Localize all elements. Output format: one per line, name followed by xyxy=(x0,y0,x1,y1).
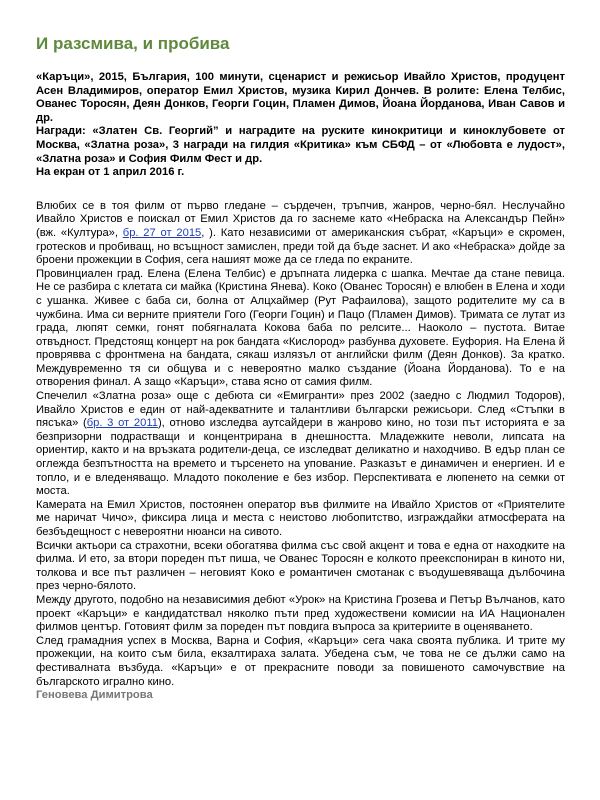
issue-link-27-2015[interactable]: бр. 27 от 2015 xyxy=(122,226,202,239)
paragraph-7: След грамадния успех в Москва, Варна и София, «Каръци» сега чака своята публика. И трите му прожекции, на които съм била, екзалтираха залата. Убедена съм, че това не се дължи само на фестивалната възбуда. «Каръци» е от прекрасните поводи за повишеното самочувствие на българското игрално кино. xyxy=(36,634,565,688)
paragraph-2: Провинциален град. Елена (Елена Телбис) е дръпната лидерка с шапка. Мечтае да стане певица. Не се разбира с клетата си майка (Кристина Янева). Коко (Ованес Торосян) е влюбен в Елена и ходи с ушанка. Живее с баба си, болна от Алцхаймер (Рут Рафаилова), защото родителите му са в чужбина. Има си верните приятели Гого (Георги Гоцин) и Пацо (Пламен Димов). Тримата се лутат из града, люпят семки, гонят побягналата Кокова баба по релсите... Наоколо – пустота. Витае отвъдност. Предстоящ концерт на рок бандата «Кислород» разбунва духовете. Еуфория. На Елена й проврявва с фронтмена на бандата, сякаш излязъл от английски филм (Деян Донков). За кратко. Междувременно тя си общува и с невероятно малко създание (Йоана Йорданова). То е на отворения финал. А защо «Каръци», става ясно от самия филм. xyxy=(36,267,565,389)
paragraph-1-text-a: Влюбих се в тоя филм от първо гледане – сърдечен, тръпчив, жанров, черно-бял. Неслучайно Ивайло Христов е поискал от Емил Христов да го заснеме като «Небраска на Александър Пейн» (вж. «Култура», xyxy=(36,199,565,239)
article-title: И разсмива, и пробива xyxy=(36,34,230,53)
paragraph-1 xyxy=(36,200,565,268)
author-signature: Геновева Димитрова xyxy=(36,689,153,702)
paragraph-3 xyxy=(36,390,565,499)
credits-release: На екран от 1 април 2016 г. xyxy=(36,166,185,179)
paragraph-6: Между другото, подобно на независимия дебют «Урок» на Кристина Грозева и Петър Вълчанов, като проект «Каръци» е кандидатствал няколко пъти пред художествени комисии на ИА Национален филмов център. Готовият филм за пореден път повдига въпроса за критериите в оценяването. xyxy=(36,593,565,634)
paragraph-3-text-b: ), отново изследва аутсайдери в жанрово кино, но този път историята е за безпризорни подрастващи и концентрирана в днешността. Младежките неволи, липсата на ориентир, както и на връзката родители-деца, се изследват деликатно и находчиво. В едър план се оглежда безпътността на времето и търсенето на упование. Разказът е динамичен и енергиен. И е топло, и е вледеняващо. Младото поколение е без избор. Перспективата е люпенето на семки от моста. xyxy=(36,417,565,498)
article-body xyxy=(36,200,565,689)
credits-main: «Каръци», 2015, България, 100 минути, сценарист и режисьор Ивайло Христов, продуцент Асен Владимиров, оператор Емил Христов, музика Кирил Дончев. В ролите: Елена Телбис, Ованес Торосян, Деян Донков, Георги Гоцин, Пламен Димов, Йоана Йорданова, Иван Савов и др. xyxy=(36,71,565,124)
issue-link-3-2011[interactable]: бр. 3 от 2011 xyxy=(86,417,158,430)
film-credits xyxy=(36,71,565,180)
paragraph-1-text-b: , ). Като независими от американския събрат, «Каръци» е скромен, гротесков и пробиващ, но всъщност замислен, преди той да бъде заснет. И ако «Небраска» дойде за броени прожекции в София, сега нашият може да се гледа по екраните. xyxy=(36,226,565,267)
paragraph-4: Камерата на Емил Христов, постоянен оператор във филмите на Ивайло Христов от «Приятелите ме наричат Чичо», фиксира лица и места с неистово любопитство, изграждайки атмосферата на безбъдещност с невероятни нюанси на сивото. xyxy=(36,498,565,538)
article xyxy=(36,33,565,703)
paragraph-3-text-a: Спечелил «Златна роза» още с дебюта си «Емигранти» през 2002 (заедно с Людмил Тодоров), Ивайло Христов е един от най-адекватните и талантливи български режисьори. След «Стъпки в пясъка» ( xyxy=(36,390,565,430)
credits-awards: Награди: «Златен Св. Георгий” и наградите на руските кинокритици и киноклубовете от Москва, «Златна роза», 3 награди на гилдия «Критика» към СБФД – от «Любовта е лудост», «Златна роза» и София Филм Фест и др. xyxy=(36,125,565,165)
paragraph-5: Всички актьори са страхотни, всеки обогатява филма със свой акцент и това е една от находките на филма. И ето, за втори пореден път пиша, че Ованес Торосян е колкото преекспониран в киното ни, толкова и все път различен – неговият Коко е романтичен смотанак с въодушевяваща дълбочина през черно-бялото. xyxy=(36,539,565,593)
